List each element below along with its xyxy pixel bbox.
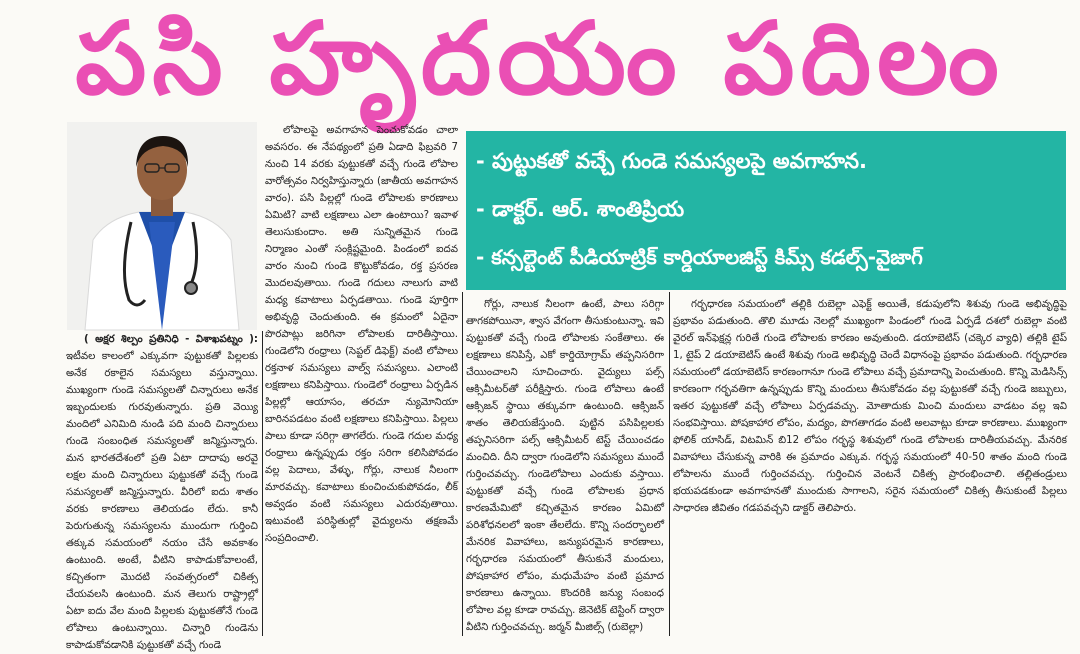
highlight-designation: - కన్సల్టెంట్ పీడియాట్రిక్ కార్డియాలజిస్ట్ కిమ్స్ కడల్స్-వైజాగ్: [476, 245, 923, 269]
column-4-text: గర్భధారణ సమయంలో తల్లికి రుబెల్లా ఎఫెక్ట్ అయితే, కడుపులోని శిశువు గుండె అభివృద్ధిపై ప్రభావం పడుతుంది. తొలి మూడు నెలల్లో ముఖ్యంగా పిండంలో గుండె ఏర్పడే దశలో రుబెల్లా వంటి వైరల్ ఇన్‌ఫెక్షన్ల గురితే గుండె లోపాలకు కారణం అవుతుంది. డయాబెటిస్ (చక్కెర వ్యాధి) తల్లికి టైప్ 1, టైప్ 2 డయాబెటిస్ ఉంటే శిశువు గుండె అభివృద్ధి చెందే విధానంపై ప్రభావం పడుతుంది. గర్భధారణ సమయంలో డయాబెటిస్ కారణంగానూ గుండె లోపాలు వచ్చే ప్రమాదాన్ని పెంచుతుంది. కొన్ని మెడిసిన్స్ కారణంగా గర్భవతిగా ఉన్నప్పుడు కొన్ని మందులు తీసుకోవడం వల్ల పుట్టుకతో వచ్చే గుండె జబ్బులు, ఇతర పుట్టుకతో వచ్చే లోపాలు ఏర్పడవచ్చు. మోతాదుకు మించి మందులు వాడటం వల్ల ఇవి సంభవిస్తాయి. పోషకాహార లోపం, మద్యం, పొగతాగడం వంటి అలవాట్లు కూడా కారణాలు. ముఖ్యంగా ఫోలిక్ యాసిడ్, విటమిన్ బి12 లోపం గర్భస్థ శిశువులో గుండె లోపాలకు దారితీయవచ్చు. మేనరిక వివాహాలు చేసుకున్న వారికి ఈ ప్రమాదం ఎక్కువ. గర్భస్థ సమయంలో 40-50 శాతం మంది గుండె లోపాలను ముందే గుర్తించవచ్చు. గుర్తించిన వెంటనే చికిత్స ప్రారంభించాలి. తల్లితండ్రులు భయపడకుండా అవగాహనతో ముందుకు సాగాలని, సరైన సమయంలో చికిత్స తీసుకుంటే పిల్లలు సాధారణ జీవితం గడపవచ్చని డాక్టర్ తెలిపారు.: [673, 299, 1067, 514]
highlight-doctor-name: - డాక్టర్. ఆర్. శాంతిప్రియ: [476, 197, 685, 221]
column-2-text: లోపాలపై అవగాహన పెంచుకోవడం చాలా అవసరం. ఈ నేపథ్యంలో ప్రతి ఏడాది ఫిబ్రవరి 7 నుంచి 14 వరకు పుట్టుకతో వచ్చే గుండె లోపాల వారోత్సవం నిర్వహిస్తున్నారు (జాతీయ అవగాహన వారం). పసి పిల్లల్లో గుండె లోపాలకు కారణాలు ఏమిటి? వాటి లక్షణాలు ఎలా ఉంటాయి? ఇవాళ తెలుసుకుందాం. అతి సున్నితమైన గుండె నిర్మాణం ఎంతో సంక్లిష్టమైంది. పిండంలో ఐదవ వారం నుంచి గుండె కొట్టుకోవడం, రక్త ప్రసరణ మొదలవుతాయి. గుండె గదులు నాలుగు వాటి మధ్య కవాటాలు ఏర్పడతాయి. గుండె పూర్తిగా అభివృద్ధి చెందుతుంది. ఈ క్రమంలో ఏదైనా పొరపాట్లు జరిగినా లోపాలకు దారితీస్తాయి. గుండెలోని రంధ్రాలు (సెప్టల్ డిఫెక్ట్) వంటి లోపాలు రక్తనాళ సమస్యలు వాల్వ్ సమస్యలు. ఎలాంటి లక్షణాలు కనిపిస్తాయి. గుండెలో రంధ్రాలు ఏర్పడిన పిల్లల్లో ఆయాసం, తరచూ న్యుమోనియా బారినపడటం వంటి లక్షణాలు కనిపిస్తాయి. పిల్లలు పాలు కూడా సరిగ్గా తాగలేరు. గుండె గదుల మధ్య రంధ్రాలు ఉన్నప్పుడు రక్తం సరిగా కలిసిపోవడం వల్ల పెదాలు, వేళ్ళు, గోర్లు, నాలుక నీలంగా మారవచ్చు. కవాటాలు కుంచించుకుపోవడం, లీక్ అవ్వడం వంటి సమస్యలు ఎదురవుతాయి. ఇటువంటి పరిస్థితుల్లో వైద్యులను తక్షణమే సంప్రదించాలి.: [265, 125, 458, 544]
column-divider: [262, 331, 263, 636]
column-divider: [669, 292, 670, 636]
column-divider: [462, 292, 463, 636]
highlight-awareness: - పుట్టుకతో వచ్చే గుండె సమస్యలపై అవగాహన.: [476, 149, 867, 173]
doctor-photo: [67, 122, 257, 330]
doctor-illustration: [67, 122, 257, 330]
article-column-3: [466, 296, 664, 636]
article-column-1: [66, 331, 258, 651]
article-column-2: [265, 122, 458, 636]
article-column-4: [673, 296, 1067, 636]
headline: పసి హృదయం పదిలం: [75, 0, 1005, 117]
column-3-text: గోర్లు, నాలుక నీలంగా ఉంటే, పాలు సరిగ్గా తాగకపోయినా, శ్వాస వేగంగా తీసుకుంటున్నా. ఇవి పుట్టుకతో వచ్చే గుండె లోపాలకు సంకేతాలు. ఈ లక్షణాలు కనిపిస్తే, ఎకో కార్డియోగ్రామ్ తప్పనిసరిగా చేయించాలని సూచించారు. వైద్యులు పల్స్ ఆక్సిమీటర్‌తో పరీక్షిస్తారు. గుండె లోపాలు ఉంటే ఆక్సిజన్ స్థాయి తక్కువగా ఉంటుంది. ఆక్సిజన్ శాతం తెలియజేస్తుంది. పుట్టిన పసిపిల్లలకు తప్పనిసరిగా పల్స్ ఆక్సిమీటర్ టెస్ట్ చేయించడం మంచిది. దీని ద్వారా గుండెలోని సమస్యలు ముందే గుర్తించవచ్చు. గుండెలోపాలు ఎందుకు వస్తాయి. పుట్టుకతో వచ్చే గుండె లోపాలకు ప్రధాన కారణమేమిటో కచ్చితమైన కారణం ఏమిటో పరిశోధనలలో ఇంకా తేలలేదు. కొన్ని సందర్భాలలో మేనరిక వివాహాలు, జన్యుపరమైన కారణాలు, గర్భధారణ సమయంలో తీసుకునే మందులు, పోషకాహార లోపం, మధుమేహం వంటి ప్రమాద కారణాలు ఉన్నాయి. కొందరికి జన్యు సంబంధ లోపాల వల్ల కూడా రావచ్చు. జెనెటిక్ టెస్టింగ్ ద్వారా వీటిని గుర్తించవచ్చు. జర్మన్ మీజిల్స్ (రుబెల్లా): [466, 299, 664, 633]
byline: ( అక్షర శిల్పం ప్రతినిధి - విశాఖపట్నం ):: [84, 334, 258, 345]
column-1-text: ఇటీవల కాలంలో ఎక్కువగా పుట్టుకతో పిల్లలకు అనేక రకాలైన సమస్యలు వస్తున్నాయి. ముఖ్యంగా గుండె సమస్యలతో చిన్నారులు అనేక ఇబ్బందులకు గురవుతున్నారు. ప్రతి వెయ్యి మందిలో ఎనిమిది నుండి పది మంది చిన్నారులు గుండె సంబంధిత సమస్యలతో జన్మిస్తున్నారు. మన భారతదేశంలో ప్రతి ఏటా దాదాపు అరవై లక్షల మంది చిన్నారులు పుట్టుకతో వచ్చే గుండె సమస్యలతో జన్మిస్తున్నారు. వీరిలో ఐదు శాతం వరకు కారణాలు తెలియడం లేదు. కానీ పెరుగుతున్న సమస్యలను ముందుగా గుర్తించి తక్కువ సమయంలో నయం చేసే అవకాశం ఉంటుంది. అంటే, వీటిని కాపాడుకోవాలంటే, కచ్చితంగా మొదటి సంవత్సరంలో చికిత్స చేయవలసి ఉంటుంది. మన తెలుగు రాష్ట్రాల్లో ఏటా ఐదు వేల మంది పిల్లలకు పుట్టుకతోనే గుండె లోపాలు ఉంటున్నాయి. చిన్నారి గుండెను కాపాడుకోవడానికి పుట్టుకతో వచ్చే గుండె: [66, 351, 258, 651]
